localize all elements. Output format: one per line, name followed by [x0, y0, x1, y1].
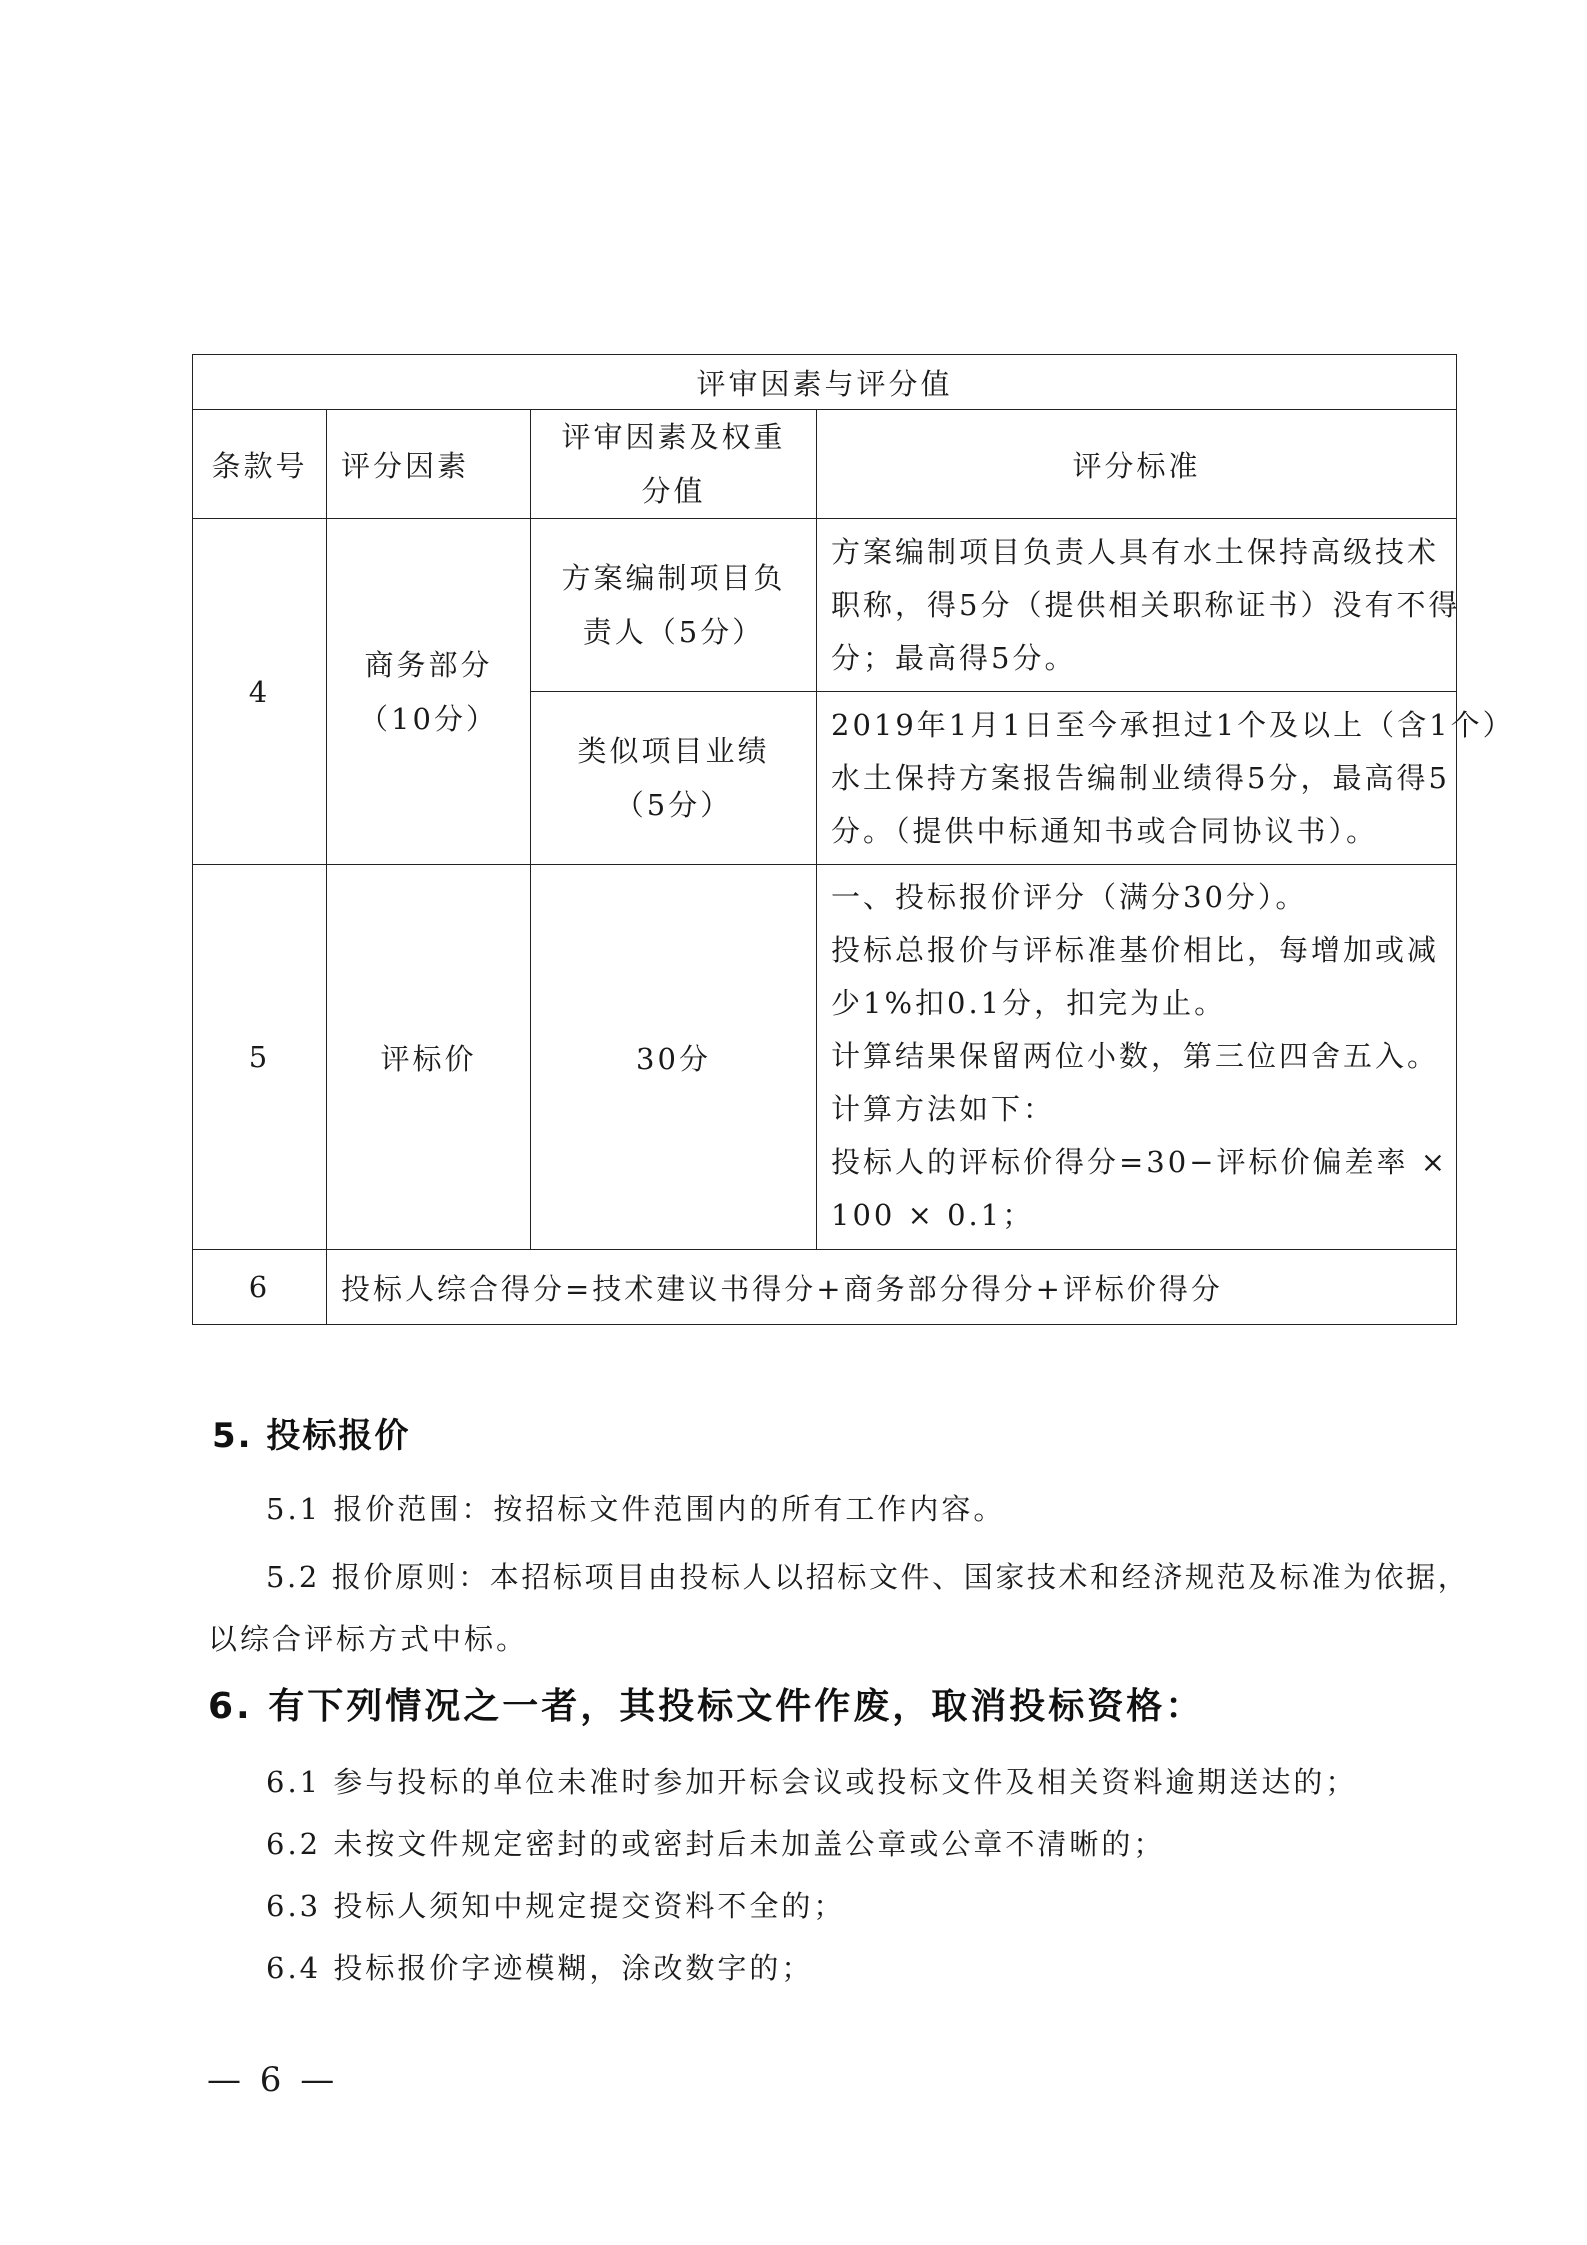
header-weight-line1: 评审因素及权重: [561, 420, 786, 454]
table-header-row: [193, 410, 1457, 519]
criteria-line: 计算方法如下：: [831, 1092, 1056, 1126]
scoring-table: [192, 354, 1515, 1325]
header-weight: [531, 410, 817, 519]
criteria-line: 分；最高得5分。: [831, 640, 1077, 675]
criteria-line: 一、投标报价评分（满分30分）。: [831, 880, 1308, 914]
header-clause-no: 条款号: [193, 410, 327, 519]
weight-similar-projects-line2: （5分）: [614, 788, 733, 822]
criteria-line: 少1%扣0.1分，扣完为止。: [831, 986, 1227, 1020]
weight-project-lead-line1: 方案编制项目负: [561, 561, 786, 595]
factor-business-line1: 商务部分: [364, 647, 493, 682]
criteria-line: 投标总报价与评标准基价相比，每增加或减: [831, 933, 1440, 967]
table-title: 评审因素与评分值: [193, 355, 1457, 410]
section-6-title: 6. 有下列情况之一者，其投标文件作废，取消投标资格：: [208, 1686, 1205, 1727]
criteria-line: 投标人的评标价得分=30−评标价偏差率 ×: [831, 1145, 1449, 1179]
table-row: [193, 865, 1457, 1250]
criteria-line: 计算结果保留两位小数，第三位四舍五入。: [831, 1039, 1440, 1073]
section-6-item: 6.1 参与投标的单位未准时参加开标会议或投标文件及相关资料逾期送达的；: [266, 1765, 1358, 1799]
section-5-title: 5. 投标报价: [212, 1416, 411, 1456]
section-6-item: 6.2 未按文件规定密封的或密封后未加盖公章或公章不清晰的；: [266, 1827, 1166, 1861]
criteria-line: 水土保持方案报告编制业绩得5分，最高得5: [831, 760, 1450, 795]
weight-bid-price: 30分: [531, 865, 817, 1250]
section-6-item: 6.4 投标报价字迹模糊，涂改数字的；: [266, 1951, 814, 1985]
table-row: [193, 1250, 1457, 1325]
criteria-bid-price: [817, 865, 1457, 1250]
clause-no-4: 4: [193, 519, 327, 865]
header-weight-line2: 分值: [641, 474, 706, 508]
section-5-2-line1: 5.2 报价原则：本招标项目由投标人以招标文件、国家技术和经济规范及标准为依据，: [266, 1560, 1470, 1594]
criteria-project-lead: [817, 519, 1461, 692]
clause-no-5: 5: [193, 865, 327, 1250]
weight-project-lead: [531, 519, 817, 692]
weight-similar-projects: [531, 692, 817, 865]
weight-similar-projects-line1: 类似项目业绩: [577, 734, 770, 768]
weight-project-lead-line2: 责人（5分）: [582, 615, 765, 649]
criteria-line: 100 × 0.1；: [831, 1198, 1035, 1232]
page-number: — 6 —: [207, 2060, 339, 2100]
factor-business: [327, 519, 531, 865]
factor-bid-price: 评标价: [327, 865, 531, 1250]
criteria-similar-projects: [817, 692, 1515, 865]
table-title-row: [193, 355, 1457, 410]
total-score-formula: 投标人综合得分=技术建议书得分+商务部分得分+评标价得分: [327, 1250, 1457, 1325]
criteria-line: 分。（提供中标通知书或合同协议书）。: [831, 813, 1379, 848]
criteria-line: 方案编制项目负责人具有水土保持高级技术: [831, 534, 1440, 569]
section-5-2-line2: 以综合评标方式中标。: [208, 1622, 529, 1656]
section-6-item: 6.3 投标人须知中规定提交资料不全的；: [266, 1889, 846, 1923]
criteria-line: 2019年1月1日至今承担过1个及以上（含1个）: [831, 707, 1515, 742]
section-5-1: 5.1 报价范围：按招标文件范围内的所有工作内容。: [266, 1492, 1006, 1526]
header-factor: 评分因素: [327, 410, 531, 519]
table-row: [193, 519, 1457, 692]
header-criteria: 评分标准: [817, 410, 1457, 519]
clause-no-6: 6: [193, 1250, 327, 1325]
factor-business-line2: （10分）: [359, 701, 498, 736]
criteria-line: 职称，得5分（提供相关职称证书）没有不得: [831, 587, 1461, 622]
